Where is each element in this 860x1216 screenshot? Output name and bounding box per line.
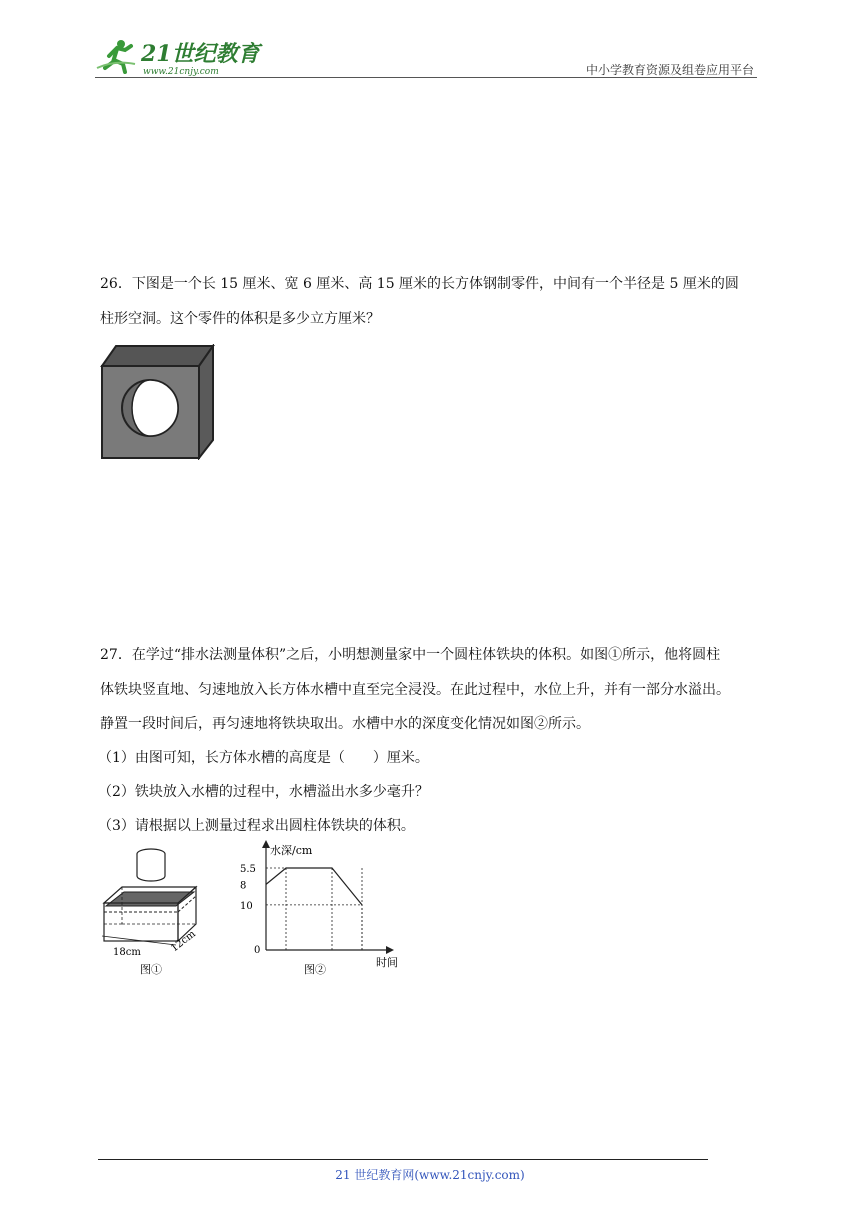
header-divider (95, 77, 757, 78)
y-axis-label: 水深/cm (270, 844, 313, 857)
figure-1-tank (96, 846, 216, 982)
tank-width-label: 12cm (169, 928, 198, 955)
q27-sub-question-2: （2）铁块放入水槽的过程中，水槽溢出水多少毫升？ (98, 784, 429, 800)
footer-divider (98, 1159, 708, 1160)
origin-label: 0 (254, 945, 261, 956)
logo-url: www.21cnjy.com (143, 67, 219, 77)
q27-line-2: 体铁块竖直地、匀速地放入长方体水槽中直至完全浸没。在此过程中，水位上升，并有一部分水溢出。 (100, 682, 730, 698)
q26-line-1: 26．下图是一个长 15 厘米、宽 6 厘米、高 15 厘米的长方体钢制零件，中间有一个半径是 5 厘米的圆 (100, 276, 739, 292)
figure-2-caption: 图② (304, 963, 326, 975)
footer-source: 21 世纪教育网(www.21cnjy.com) (335, 1168, 525, 1182)
figure-2-depth-chart (236, 840, 406, 979)
q27-line-1: 27．在学过“排水法测量体积”之后，小明想测量家中一个圆柱体铁块的体积。如图①所示，他将圆柱 (100, 647, 721, 663)
site-logo (95, 34, 265, 80)
q27-sub-question-1: （1）由图可知，长方体水槽的高度是（ ）厘米。 (98, 750, 429, 766)
chart-axes (262, 840, 394, 954)
figure-1-caption: 图① (140, 963, 162, 976)
q26-figure-steel-part (100, 344, 216, 464)
y-tick-label: 10 (240, 900, 253, 912)
logo-text: 21世纪教育 (141, 41, 260, 67)
y-tick-label: 5.5 (240, 864, 256, 875)
y-tick-label: 8 (240, 880, 247, 892)
part-side-face (199, 346, 213, 458)
header-platform-name: 中小学教育资源及组卷应用平台 (585, 63, 754, 77)
tank-length-label: 18cm (113, 947, 141, 958)
part-top-face (102, 346, 213, 366)
q27-sub-question-3: （3）请根据以上测量过程求出圆柱体铁块的体积。 (98, 818, 415, 834)
q27-line-3: 静置一段时间后，再匀速地将铁块取出。水槽中水的深度变化情况如图②所示。 (100, 716, 590, 732)
x-axis-label: 时间 (376, 956, 398, 969)
iron-cylinder (137, 849, 165, 881)
runner-icon (97, 40, 135, 72)
q26-line-2: 柱形空洞。这个零件的体积是多少立方厘米？ (100, 311, 380, 327)
depth-series-line (266, 868, 362, 905)
